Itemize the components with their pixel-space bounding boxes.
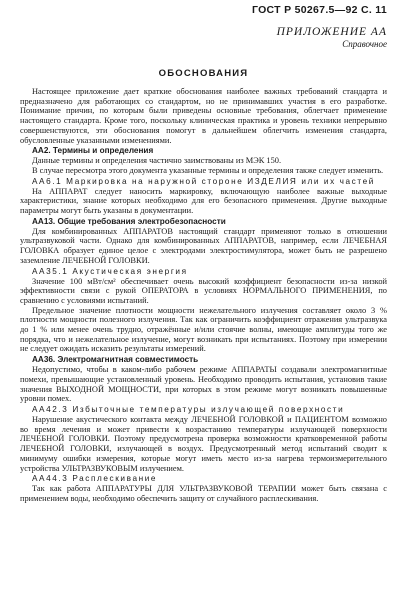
section-heading-aa2: АА2. Термины и определения <box>32 146 154 156</box>
paragraph: На АППАРАТ следует наносить маркировку, включающую наиболее важные выходные характеристики, знание которых необходимо для его безопасного применения. Другие выходные параметры могут быть указаны в документации. <box>20 186 387 216</box>
paragraph: В случае пересмотра этого документа указанные термины и определения также следует изменить. <box>32 165 384 175</box>
section-heading-aa6-1: АА6.1 Маркировка на наружной стороне ИЗДЕЛИЯ или их частей <box>32 176 375 186</box>
section-heading-aa35-1: АА35.1 Акустическая энергия <box>32 266 188 276</box>
paragraph: Значение 100 мВт/см² обеспечивает очень высокий коэффициент безопасности из-за низкой эффективности связи с рукой ОПЕРАТОРА в условиях НОРМАЛЬНОГО ПРИМЕНЕНИЯ, по сравнению с условиями испытаний. <box>20 276 387 305</box>
paragraph: Данные термины и определения частично заимствованы из МЭК 150. <box>32 156 282 166</box>
standard-number: ГОСТ Р 50267.5—92 С. 11 <box>251 4 387 16</box>
section-heading-aa44-3: АА44.3 Расплескивание <box>32 474 158 484</box>
paragraph: Предельное значение плотности мощности нежелательного излучения составляет около 3 % плотности мощности полезного излучения. Так как ограничить коэффициент отражения ультразвука до 1 % или менее очень трудно, отражённые и/или стоячие волны, имеющие амплитуды того же порядка, что и нежелательное излучение, могут возникать при испытаниях. Поэтому при измерении не следует ожидать исказить результаты измерений. <box>20 305 387 354</box>
paragraph: Недопустимо, чтобы в каком-либо рабочем режиме АППАРАТЫ создавали электромагнитные помехи, превышающие установленный уровень. Необходимо проводить испытания, установив такие значения ВЫХОДНОЙ МОЩНОСТИ, при которых в этом режиме могут возникать повышенные уровни помех. <box>20 365 387 404</box>
paragraph: Так как работа АППАРАТУРЫ ДЛЯ УЛЬТРАЗВУКОВОЙ ТЕРАПИИ может быть связана с применением воды, необходимо обеспечить защиту от случайного расплескивания. <box>20 484 387 503</box>
paragraph: Нарушение акустического контакта между ЛЕЧЕБНОЙ ГОЛОВКОЙ и ПАЦИЕНТОМ возможно во время лечения и может привести к возрастанию температуры излучающей поверхности ЛЕЧЕБНОЙ ГОЛОВКИ. Поэтому предусмотрена проверка возможности кратковременной работы ЛЕЧЕБНОЙ ГОЛОВКИ, излучающей в воздух. Предусмотренный метод испытаний сводит к минимуму ошибки измерения, которые могут иметь место из-за нагрева термоизмерительного устройства УЛЬТРАЗВУКОВЫМ излучением. <box>20 414 387 473</box>
paragraph: Для комбинированных АППАРАТОВ настоящий стандарт применяют только в отношении ультразвуковой части. Однако для комбинированных АППАРАТОВ, например, если ЛЕЧЕБНАЯ ГОЛОВКА образует единое целое с электродами электростимулятора, может быть не разрешено заземление ЛЕЧЕБНОЙ ГОЛОВКИ. <box>20 226 387 265</box>
appendix-title: ПРИЛОЖЕНИЕ АА <box>276 26 387 38</box>
appendix-type: Справочное <box>342 39 387 49</box>
section-heading-aa42-3: АА42.3 Избыточные температуры излучающей поверхности <box>32 404 345 414</box>
intro-paragraph: Настоящее приложение дает краткие обоснования наиболее важных требований стандарта и предназначено для работающих со стандартом, но не принимавших участия в его разработке. Понимание причин, по которым были приведены основные требования, облегчает применение настоящего стандарта. Кроме того, поскольку клиническая практика и уровень техники непрерывно совершенствуются, эти обоснования помогут в дальнейшем облегчить изменения стандарта, обусловленные указанными изменениями. <box>20 87 387 145</box>
page-title: ОБОСНОВАНИЯ <box>158 68 249 79</box>
section-heading-aa36: АА36. Электромагнитная совместимость <box>32 355 199 365</box>
section-heading-aa13: АА13. Общие требования электробезопасности <box>32 216 226 226</box>
